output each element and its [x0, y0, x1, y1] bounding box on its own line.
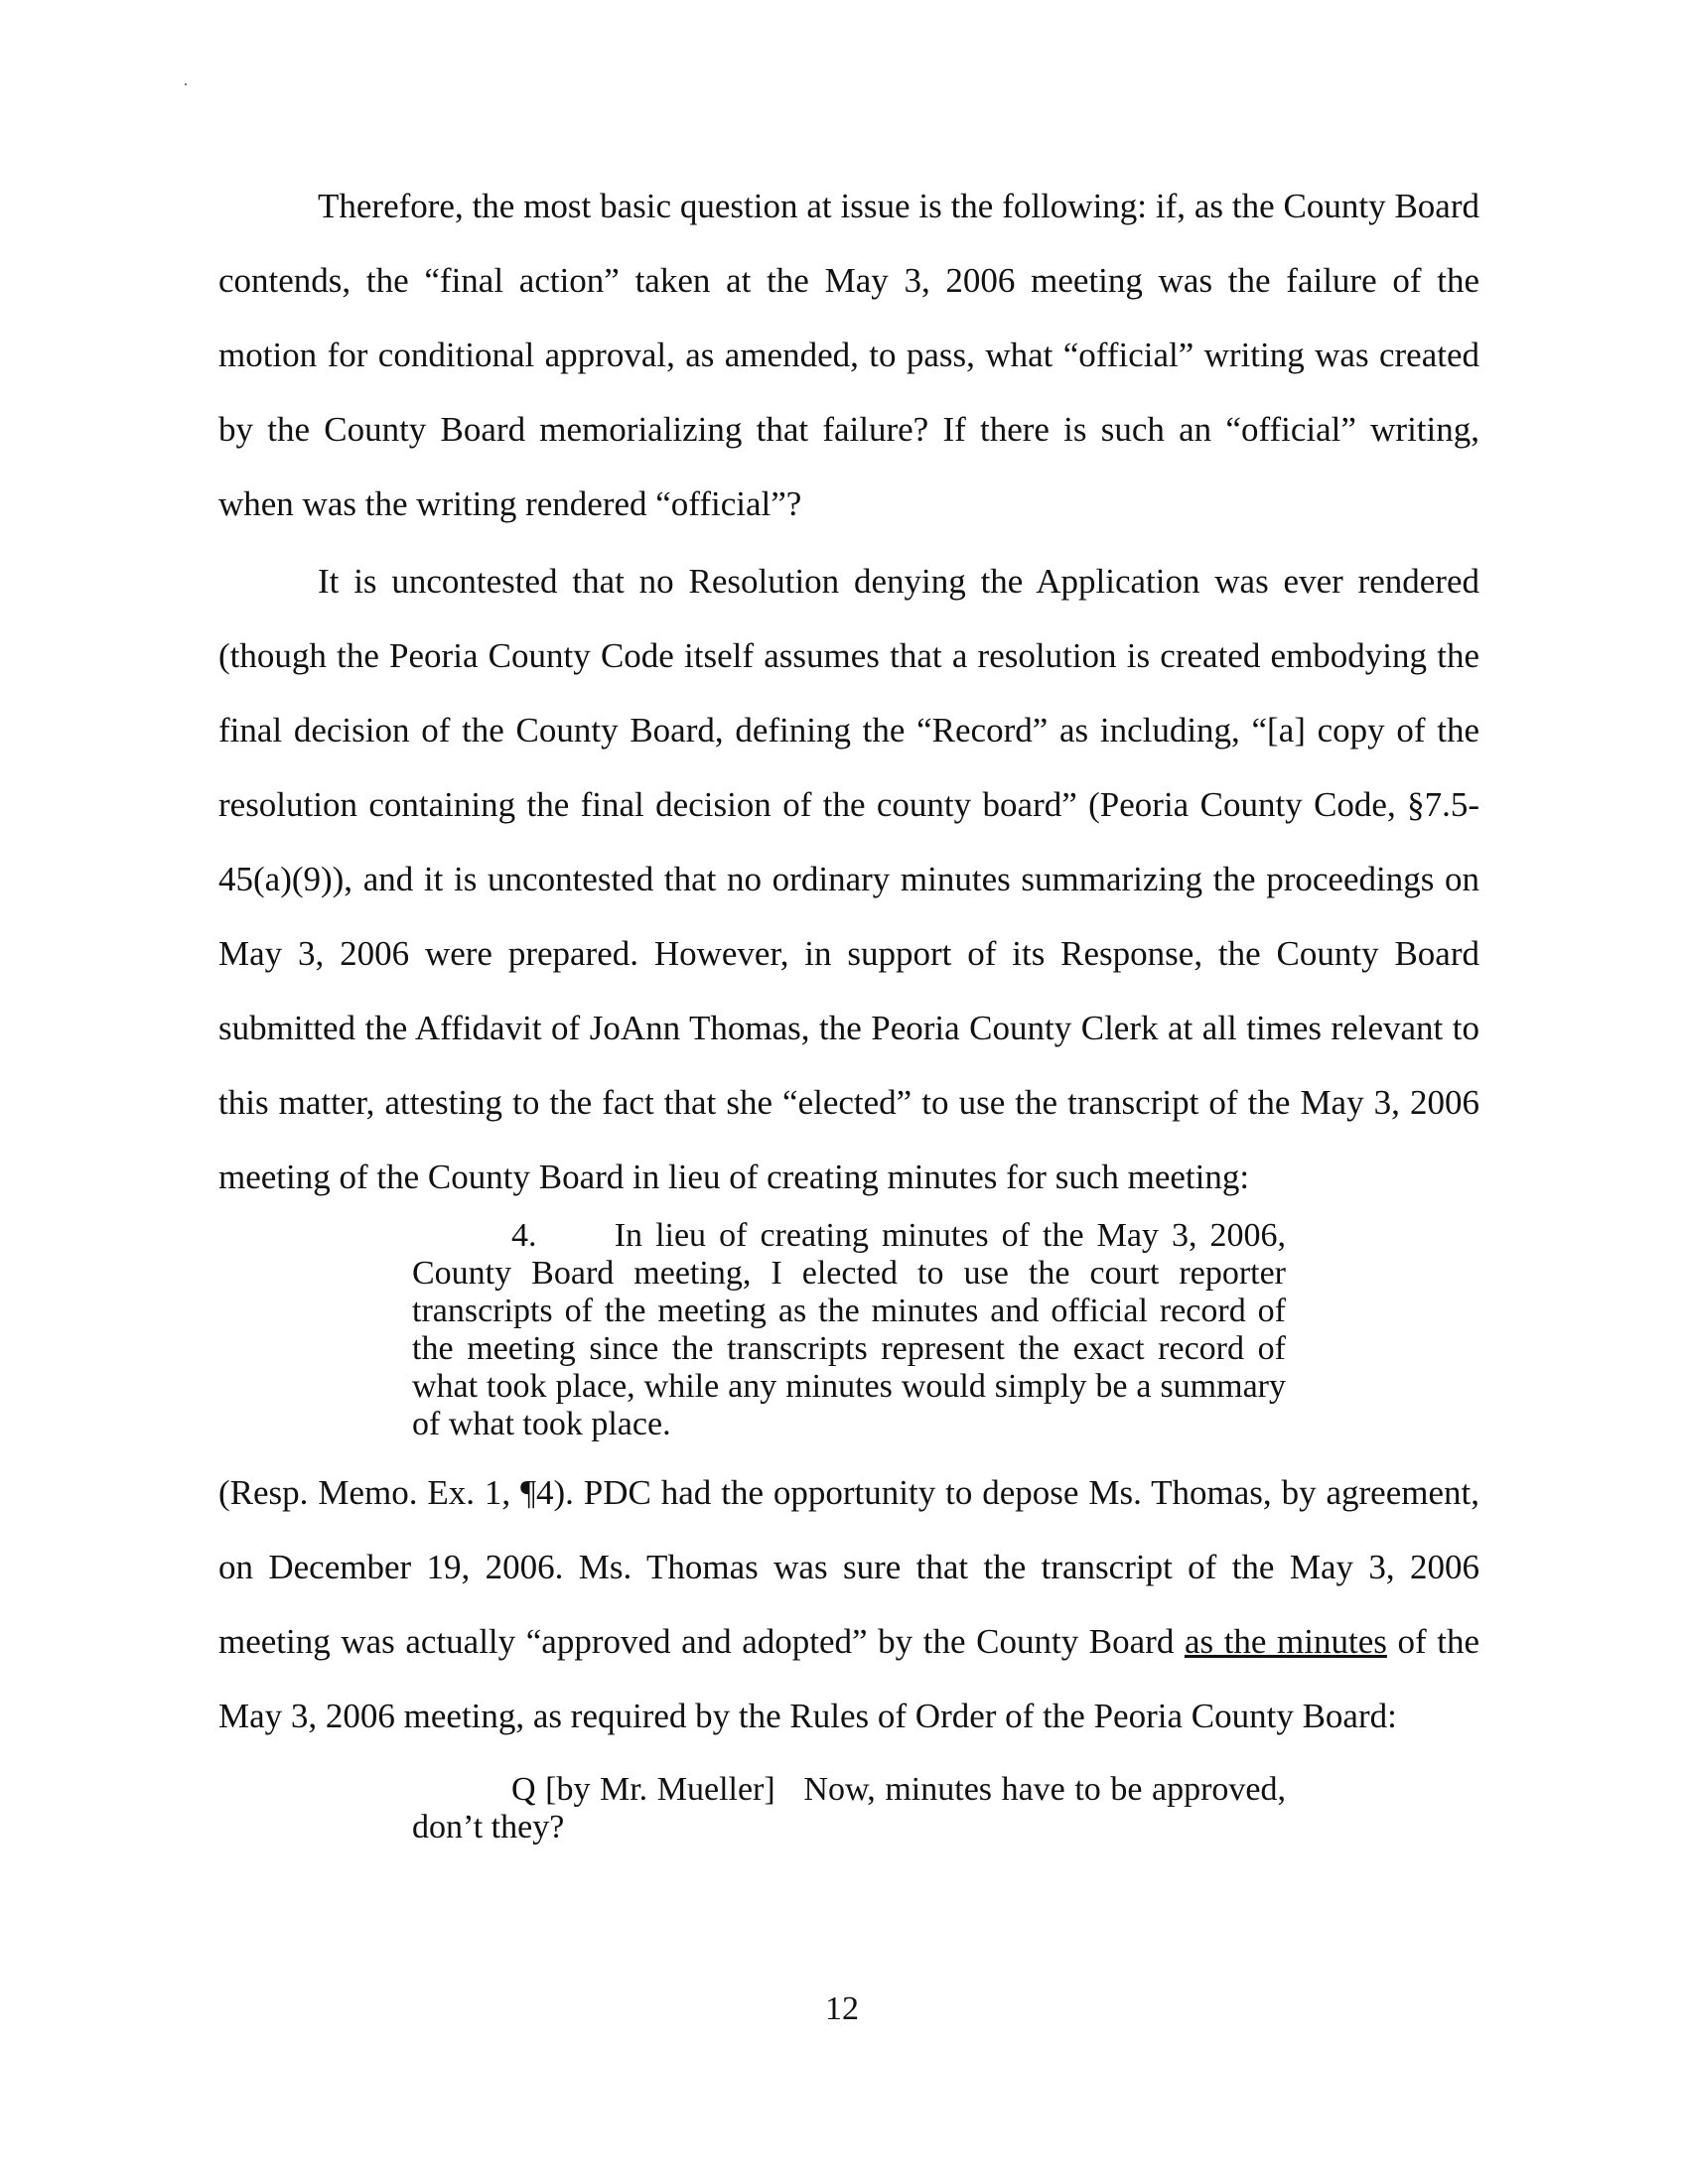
block-quote-affidavit: 4. In lieu of creating minutes of the May 3, 2006, County Board meeting, I elected to use the court reporter transcripts of the meeting as the minutes and official record of the meeting since the transcripts represent the exact record of what took place, while any minutes would simply be a summary of what took place.	[412, 1217, 1286, 1442]
block-quote-deposition-question: Q [by Mr. Mueller] Now, minutes have to be approved, don’t they?	[412, 1771, 1286, 1845]
paragraph-final-action-question: Therefore, the most basic question at issue is the following: if, as the County Board contends, the “final action” taken at the May 3, 2006 meeting was the failure of the motion for conditional approval, as amended, to pass, what “official” writing was created by the County Board memorializing that failure? If there is such an “official” writing, when was the writing rendered “official”?	[218, 187, 1479, 523]
page-number: 12	[825, 1990, 859, 2027]
deposition-text-end: of the May 3, 2006 meeting, as required by the Rules of Order of the Peoria County Board:	[218, 1622, 1480, 1735]
underlined-as-the-minutes: as the minutes	[1184, 1622, 1387, 1661]
paragraph-no-resolution: It is uncontested that no Resolution denying the Application was ever rendered (though the Peoria County Code itself assumes that a resolution is created embodying the final decision of the County Board, defining the “Record” as including, “[a] copy of the resolution containing the final decision of the county board” (Peoria County Code, §7.5-45(a)(9)), and it is uncontested that no ordinary minutes summarizing the proceedings on May 3, 2006 were prepared. However, in support of its Response, the County Board submitted the Affidavit of JoAnn Thomas, the Peoria County Clerk at all times relevant to this matter, attesting to the fact that she “elected” to use the transcript of the May 3, 2006 meeting of the County Board in lieu of creating minutes for such meeting:	[218, 562, 1479, 1196]
deposition-text-start: (Resp. Memo. Ex. 1, ¶4). PDC had the opportunity to depose Ms. Thomas, by agreement, on December 19, 2006. Ms. Thomas was sure that the transcript of the May 3, 2006 meeting was actually “approved and adopted” by the County Board	[218, 1473, 1479, 1661]
paragraph-deposition	[218, 1455, 1479, 1753]
scan-speck	[185, 83, 187, 85]
